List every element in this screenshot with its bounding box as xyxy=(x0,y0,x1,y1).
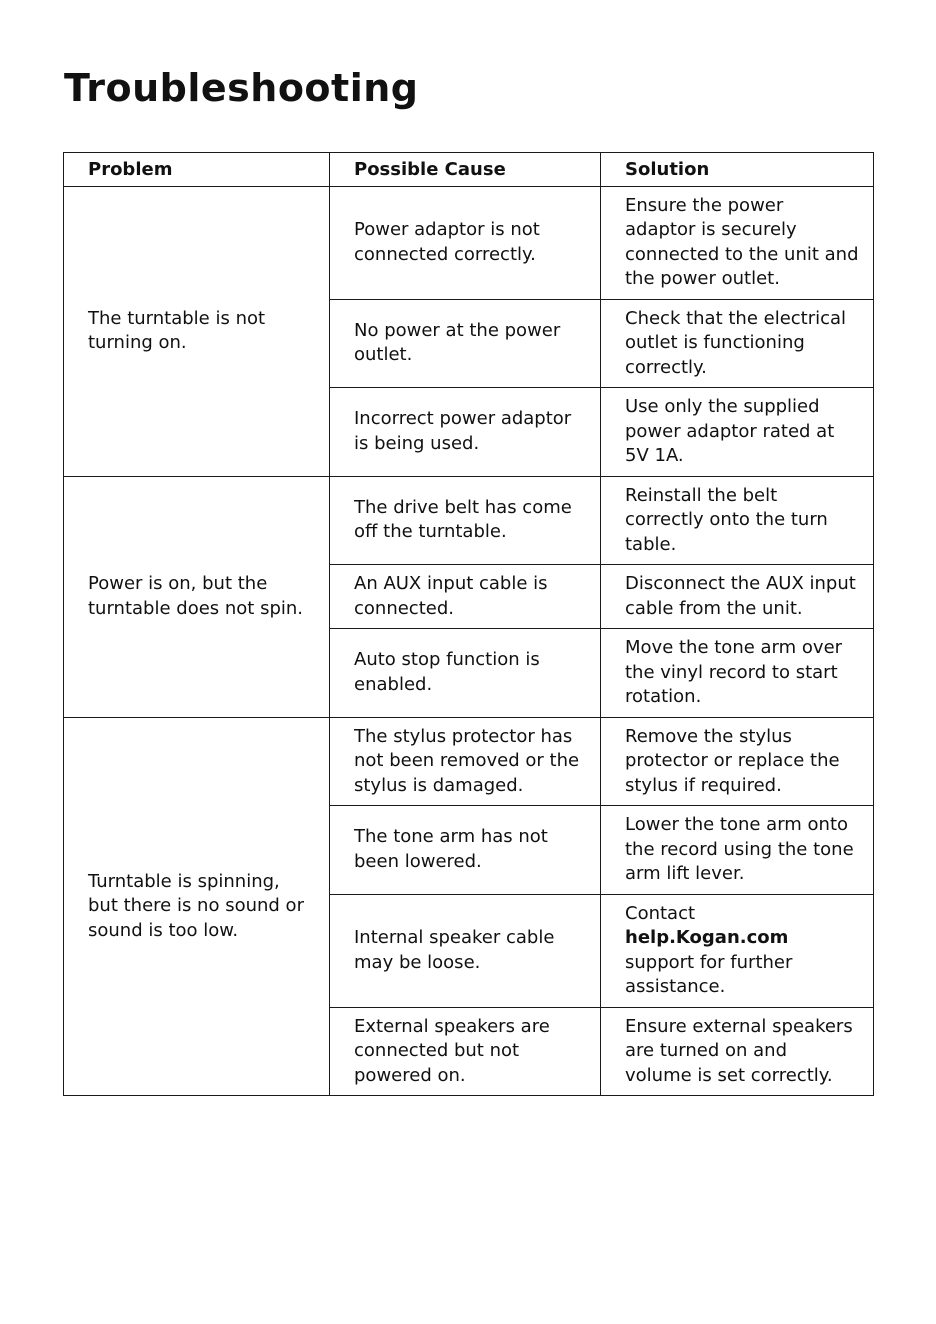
solution-cell: Use only the supplied power adaptor rated at 5V 1A. xyxy=(601,388,874,477)
solution-text: support for further assistance. xyxy=(625,951,793,997)
table-header-row xyxy=(64,153,874,187)
cause-cell: The drive belt has come off the turntable. xyxy=(330,476,601,565)
header-problem: Problem xyxy=(64,153,330,187)
cause-cell: Power adaptor is not connected correctly. xyxy=(330,186,601,299)
solution-cell: Remove the stylus protector or replace the stylus if required. xyxy=(601,717,874,806)
header-possible-cause: Possible Cause xyxy=(330,153,601,187)
table-row xyxy=(64,186,874,299)
cause-cell: Auto stop function is enabled. xyxy=(330,629,601,718)
cause-cell: Incorrect power adaptor is being used. xyxy=(330,388,601,477)
header-solution: Solution xyxy=(601,153,874,187)
problem-cell: Turntable is spinning, but there is no sound or sound is too low. xyxy=(64,717,330,1096)
table-row xyxy=(64,476,874,565)
solution-cell: Reinstall the belt correctly onto the turn table. xyxy=(601,476,874,565)
solution-cell: Disconnect the AUX input cable from the unit. xyxy=(601,565,874,629)
problem-cell: Power is on, but the turntable does not spin. xyxy=(64,476,330,717)
solution-cell: Move the tone arm over the vinyl record to start rotation. xyxy=(601,629,874,718)
solution-text: Contact xyxy=(625,902,696,924)
cause-cell: Internal speaker cable may be loose. xyxy=(330,894,601,1007)
cause-cell: The tone arm has not been lowered. xyxy=(330,806,601,895)
solution-cell: Lower the tone arm onto the record using the tone arm lift lever. xyxy=(601,806,874,895)
cause-cell: An AUX input cable is connected. xyxy=(330,565,601,629)
solution-cell: Ensure the power adaptor is securely connected to the unit and the power outlet. xyxy=(601,186,874,299)
troubleshooting-table xyxy=(63,152,874,1096)
solution-cell: Check that the electrical outlet is functioning correctly. xyxy=(601,299,874,388)
page-title: Troubleshooting xyxy=(64,66,419,110)
cause-cell: The stylus protector has not been removed or the stylus is damaged. xyxy=(330,717,601,806)
solution-cell xyxy=(601,894,874,1007)
table-row xyxy=(64,717,874,806)
help-kogan-link[interactable]: help.Kogan.com xyxy=(625,927,789,948)
solution-cell: Ensure external speakers are turned on and volume is set correctly. xyxy=(601,1007,874,1096)
problem-cell: The turntable is not turning on. xyxy=(64,186,330,476)
cause-cell: External speakers are connected but not powered on. xyxy=(330,1007,601,1096)
cause-cell: No power at the power outlet. xyxy=(330,299,601,388)
